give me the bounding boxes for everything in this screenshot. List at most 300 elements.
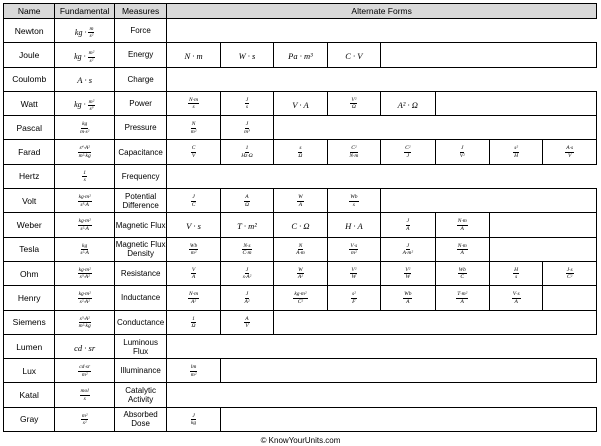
measure-label: Absorbed Dose (114, 407, 166, 431)
alternate-form (167, 91, 220, 115)
fraction-denominator: s² (82, 420, 87, 427)
fraction-numerator: W (298, 266, 303, 273)
unit-fraction (405, 218, 410, 232)
alternate-filler (220, 407, 596, 431)
fraction-numerator: 1 (83, 169, 87, 176)
fraction-numerator: kg·m² (78, 194, 91, 201)
unit-name: Katal (4, 383, 55, 407)
fundamental-form (55, 189, 114, 213)
unit-fraction (191, 145, 197, 159)
fundamental-form (55, 383, 114, 407)
fraction-numerator: s² (514, 145, 519, 152)
fraction-numerator: N·m (189, 291, 199, 298)
measure-label: Capacitance (114, 140, 166, 164)
unit-fraction (241, 243, 252, 257)
unit-expression: H · A (345, 221, 363, 232)
alternate-empty (167, 67, 597, 91)
unit-fraction (82, 170, 87, 184)
fraction-numerator: V·s (350, 242, 358, 249)
fundamental-form (55, 164, 114, 188)
alternate-empty (167, 164, 597, 188)
fraction-numerator: J (245, 121, 249, 128)
alternate-filler (381, 189, 597, 213)
unit-prefix: kg · (74, 100, 86, 110)
fraction-denominator: F (352, 298, 356, 305)
fraction-numerator: W (298, 194, 303, 201)
fundamental-form (55, 43, 114, 67)
fraction-denominator: W (351, 274, 357, 281)
unit-fraction (512, 291, 521, 305)
fraction-denominator: C² (567, 274, 573, 281)
unit-fraction (404, 267, 411, 281)
alternate-form (167, 359, 220, 383)
fraction-denominator: s (352, 201, 355, 208)
alternate-form (381, 261, 435, 285)
alternate-form (167, 261, 220, 285)
fraction-denominator: V (245, 323, 249, 330)
fraction-numerator: V² (351, 266, 357, 273)
unit-fraction (297, 267, 304, 281)
unit-name: Weber (4, 213, 55, 237)
header-fundamental: Fundamental (55, 4, 114, 19)
fraction-numerator: 1 (245, 145, 249, 152)
alternate-form (167, 237, 220, 261)
alternate-filler (543, 286, 597, 310)
unit-name: Henry (4, 286, 55, 310)
header-alternate-forms: Alternate Forms (167, 4, 597, 19)
fraction-numerator: s² (351, 291, 356, 298)
fraction-denominator: s³·A² (79, 274, 90, 281)
fraction-denominator: m² (351, 250, 357, 257)
unit-expression: T · m² (237, 221, 257, 232)
fraction-denominator: C·m (242, 250, 252, 257)
fraction-numerator: m² (81, 412, 88, 419)
fraction-numerator: J (192, 412, 195, 419)
fraction-denominator: A (460, 298, 464, 305)
measure-label: Magnetic Flux Density (114, 237, 166, 261)
unit-name: Siemens (4, 310, 55, 334)
fraction-denominator: s²·A² (79, 298, 90, 305)
table-row (4, 334, 597, 358)
fraction-numerator: V·s (512, 291, 520, 298)
header-measures: Measures (114, 4, 166, 19)
unit-fraction (456, 291, 468, 305)
fundamental-form (55, 407, 114, 431)
alternate-form (489, 261, 542, 285)
fraction-denominator: s³·A (80, 201, 89, 208)
unit-expression: Pa · m³ (288, 50, 313, 61)
fraction-numerator: C² (351, 145, 357, 152)
alternate-form (381, 237, 435, 261)
unit-fraction (78, 291, 92, 305)
unit-fraction (348, 145, 359, 159)
alternate-form (167, 189, 220, 213)
alternate-form (435, 237, 489, 261)
fraction-denominator: A² (244, 298, 250, 305)
alternate-form (489, 140, 542, 164)
table-row (4, 213, 597, 237)
unit-expression: C · Ω (291, 221, 310, 232)
fraction-denominator: s² (89, 57, 94, 64)
fraction-numerator: m² (88, 50, 95, 57)
unit-fraction (565, 145, 574, 159)
unit-name: Lux (4, 359, 55, 383)
unit-expression: W · s (238, 50, 256, 61)
alternate-form (220, 261, 273, 285)
fraction-denominator: C (191, 201, 196, 208)
unit-fraction (513, 145, 519, 159)
fundamental-form (55, 310, 114, 334)
alternate-filler (381, 43, 597, 67)
unit-fraction (188, 291, 199, 305)
unit-expression (74, 25, 95, 40)
unit-fraction (88, 50, 96, 64)
alternate-form (543, 140, 597, 164)
unit-fraction (243, 121, 251, 135)
unit-name: Volt (4, 189, 55, 213)
unit-fraction (191, 194, 197, 208)
fraction-denominator: A (406, 225, 410, 232)
fraction-denominator: A·m (296, 250, 305, 257)
unit-fraction (188, 97, 199, 111)
fraction-numerator: lm (190, 364, 197, 371)
unit-fraction (190, 364, 198, 378)
fraction-numerator: A (245, 315, 249, 322)
alternate-form (274, 43, 327, 67)
measure-label: Catalytic Activity (114, 383, 166, 407)
fraction-denominator: Ω (244, 201, 249, 208)
table-row (4, 67, 597, 91)
alternate-filler (489, 237, 596, 261)
measure-label: Force (114, 19, 166, 43)
unit-fraction (245, 97, 249, 111)
fundamental-form (55, 116, 114, 140)
table-row (4, 310, 597, 334)
fraction-denominator: Ω (191, 323, 196, 330)
fraction-denominator: C (460, 274, 465, 281)
alternate-form (435, 261, 489, 285)
alternate-form (381, 140, 435, 164)
alternate-form (274, 237, 327, 261)
fraction-numerator: Wb (458, 266, 466, 273)
unit-fraction (88, 26, 94, 40)
fraction-denominator: A² (191, 298, 197, 305)
fundamental-form (55, 67, 114, 91)
measure-label: Inductance (114, 286, 166, 310)
fraction-numerator: V (191, 266, 196, 273)
alternate-form (167, 116, 220, 140)
alternate-form (327, 213, 380, 237)
unit-fraction (79, 243, 90, 257)
fraction-denominator: V (191, 152, 196, 159)
measure-label: Potential Difference (114, 189, 166, 213)
measure-label: Luminous Flux (114, 334, 166, 358)
unit-fraction (513, 267, 519, 281)
unit-name: Gray (4, 407, 55, 431)
unit-fraction (78, 267, 92, 281)
header-name: Name (4, 4, 55, 19)
alternate-form (167, 140, 220, 164)
fraction-denominator: A (460, 250, 464, 257)
fraction-denominator: m³ (244, 128, 250, 135)
measure-label: Power (114, 91, 166, 115)
alternate-form (220, 91, 273, 115)
unit-expression: N · m (184, 50, 203, 61)
unit-name: Coulomb (4, 67, 55, 91)
fundamental-form (55, 213, 114, 237)
unit-fraction (350, 97, 357, 111)
unit-fraction (78, 316, 92, 330)
fraction-denominator: Ω (351, 104, 356, 111)
fraction-denominator: A (406, 298, 410, 305)
fraction-denominator: N·m (349, 152, 359, 159)
unit-name: Pascal (4, 116, 55, 140)
fraction-numerator: J (245, 291, 249, 298)
fraction-denominator: m² (81, 371, 88, 378)
fraction-numerator: Wb (350, 194, 358, 201)
alternate-form (274, 261, 327, 285)
fundamental-form (55, 140, 114, 164)
fraction-numerator: A (245, 194, 249, 201)
alternate-form (167, 286, 220, 310)
fraction-denominator: m² (190, 371, 197, 378)
unit-fraction (297, 145, 303, 159)
alternate-form (435, 213, 489, 237)
unit-fraction (566, 267, 574, 281)
fundamental-form (55, 359, 114, 383)
fraction-denominator: C² (297, 298, 304, 305)
fraction-denominator: A (191, 274, 196, 281)
table-row (4, 116, 597, 140)
fraction-numerator: Wb (189, 242, 198, 249)
alternate-form (489, 286, 542, 310)
fraction-numerator: A·s (566, 145, 574, 152)
fraction-numerator: kg (82, 242, 88, 249)
unit-fraction (243, 291, 250, 305)
fundamental-form (55, 91, 114, 115)
measure-label: Magnetic Flux (114, 213, 166, 237)
measure-label: Resistance (114, 261, 166, 285)
unit-fraction (78, 218, 92, 232)
fraction-numerator: N·s (243, 242, 251, 249)
fraction-numerator: N·m (189, 96, 199, 103)
fraction-denominator: s²·A (80, 250, 89, 257)
si-derived-units-table (3, 3, 597, 432)
fraction-numerator: m (89, 25, 94, 32)
alternate-form (220, 140, 273, 164)
unit-fraction (78, 194, 92, 208)
alternate-form (220, 116, 273, 140)
table-row (4, 43, 597, 67)
table-row (4, 91, 597, 115)
fundamental-form (55, 334, 114, 358)
fraction-numerator: T·m² (457, 291, 468, 298)
alternate-form (220, 43, 273, 67)
alternate-form (220, 189, 273, 213)
alternate-form (274, 213, 327, 237)
unit-fraction (79, 121, 90, 135)
fraction-numerator: J (406, 242, 410, 249)
alternate-form (327, 286, 380, 310)
units-table-sheet (3, 3, 597, 432)
alternate-filler (435, 91, 596, 115)
fraction-denominator: m²·kg (78, 323, 91, 330)
unit-name: Hertz (4, 164, 55, 188)
fundamental-form (55, 19, 114, 43)
fraction-denominator: A·m² (402, 250, 413, 257)
fraction-numerator: cd·sr (79, 364, 91, 371)
fraction-numerator: Wb (404, 291, 412, 298)
fundamental-form (55, 261, 114, 285)
fraction-denominator: m² (190, 250, 197, 257)
fraction-denominator: s (83, 395, 86, 402)
fraction-numerator: m² (88, 98, 95, 105)
unit-name: Farad (4, 140, 55, 164)
fraction-denominator: H (514, 152, 519, 159)
table-row (4, 237, 597, 261)
alternate-empty (167, 19, 597, 43)
alternate-form (167, 310, 220, 334)
alternate-filler (274, 116, 597, 140)
unit-fraction (190, 121, 198, 135)
fraction-numerator: kg·m² (78, 291, 91, 298)
fraction-numerator: N (298, 242, 303, 249)
measure-label: Frequency (114, 164, 166, 188)
fraction-numerator: mol (80, 388, 89, 395)
fraction-denominator: s³ (89, 106, 94, 113)
fraction-denominator: s (515, 274, 518, 281)
unit-expression: V · A (292, 99, 309, 110)
unit-fraction (244, 194, 250, 208)
fraction-numerator: J·s (566, 266, 573, 273)
alternate-form (274, 189, 327, 213)
unit-fraction (190, 413, 197, 427)
measure-label: Charge (114, 67, 166, 91)
fraction-numerator: kg·m² (78, 266, 91, 273)
unit-fraction (404, 145, 411, 159)
fraction-denominator: s (245, 104, 249, 111)
unit-fraction (349, 194, 358, 208)
table-row (4, 19, 597, 43)
table-row (4, 286, 597, 310)
alternate-form (327, 43, 380, 67)
unit-fraction (297, 194, 304, 208)
fraction-denominator: A² (297, 274, 303, 281)
unit-name: Joule (4, 43, 55, 67)
unit-fraction (244, 316, 249, 330)
alternate-form (327, 261, 380, 285)
unit-fraction (457, 218, 468, 232)
alternate-form (220, 213, 273, 237)
alternate-form (327, 237, 380, 261)
fraction-numerator: N·m (457, 218, 467, 225)
unit-expression: A² · Ω (397, 99, 418, 110)
fraction-denominator: m² (190, 128, 197, 135)
unit-name: Lumen (4, 334, 55, 358)
unit-expression: V · s (186, 221, 201, 232)
table-row (4, 164, 597, 188)
fraction-denominator: s²·A (80, 225, 89, 232)
fraction-denominator: kg (190, 420, 197, 427)
unit-fraction (459, 145, 466, 159)
unit-fraction (350, 267, 357, 281)
unit-expression: cd · sr (74, 342, 96, 353)
fraction-numerator: J (461, 145, 464, 152)
unit-fraction (240, 145, 253, 159)
unit-fraction (191, 267, 196, 281)
unit-expression: C · V (345, 50, 363, 61)
fraction-numerator: s⁴·A² (79, 145, 90, 152)
alternate-form (167, 407, 220, 431)
alternate-form (274, 91, 327, 115)
fraction-denominator: A (514, 298, 518, 305)
fraction-denominator: A (460, 225, 464, 232)
alternate-filler (274, 310, 597, 334)
unit-fraction (81, 413, 89, 427)
alternate-form (327, 189, 380, 213)
fraction-numerator: J (192, 194, 195, 201)
unit-fraction (78, 364, 91, 378)
measure-label: Illuminance (114, 359, 166, 383)
unit-fraction (403, 291, 412, 305)
fraction-denominator: m²·kg (78, 152, 91, 159)
unit-expression (74, 50, 95, 64)
alternate-filler (220, 359, 596, 383)
fundamental-form (55, 286, 114, 310)
fraction-denominator: W (405, 274, 411, 281)
fraction-numerator: V² (351, 96, 357, 103)
unit-fraction (80, 388, 90, 402)
unit-name: Ohm (4, 261, 55, 285)
fraction-denominator: J (406, 152, 410, 159)
alternate-form (435, 286, 489, 310)
alternate-filler (489, 213, 596, 237)
unit-prefix: kg · (74, 51, 86, 61)
measure-label: Pressure (114, 116, 166, 140)
unit-fraction (458, 267, 467, 281)
alternate-form (274, 286, 327, 310)
fundamental-form (55, 237, 114, 261)
unit-fraction (351, 291, 357, 305)
fraction-numerator: J (406, 218, 410, 225)
measure-label: Energy (114, 43, 166, 67)
alternate-form (381, 91, 435, 115)
fraction-denominator: s (83, 177, 86, 184)
fraction-denominator: s² (89, 33, 94, 40)
unit-fraction (242, 267, 253, 281)
fraction-numerator: V² (405, 266, 411, 273)
table-row (4, 407, 597, 431)
unit-fraction (295, 243, 306, 257)
measure-label: Conductance (114, 310, 166, 334)
fraction-numerator: kg·m² (294, 291, 307, 298)
alternate-form (327, 140, 380, 164)
table-row (4, 140, 597, 164)
unit-prefix: kg · (74, 27, 87, 37)
unit-name: Tesla (4, 237, 55, 261)
alternate-form (274, 140, 327, 164)
fraction-numerator: 1 (192, 315, 195, 322)
fraction-numerator: C² (405, 145, 411, 152)
unit-expression: A · s (77, 75, 93, 86)
unit-name: Newton (4, 19, 55, 43)
table-row (4, 359, 597, 383)
unit-name: Watt (4, 91, 55, 115)
copyright-footer: © KnowYourUnits.com (260, 436, 341, 445)
alternate-form (435, 140, 489, 164)
unit-expression (74, 98, 95, 113)
fraction-denominator: Hz·Ω (241, 152, 253, 159)
